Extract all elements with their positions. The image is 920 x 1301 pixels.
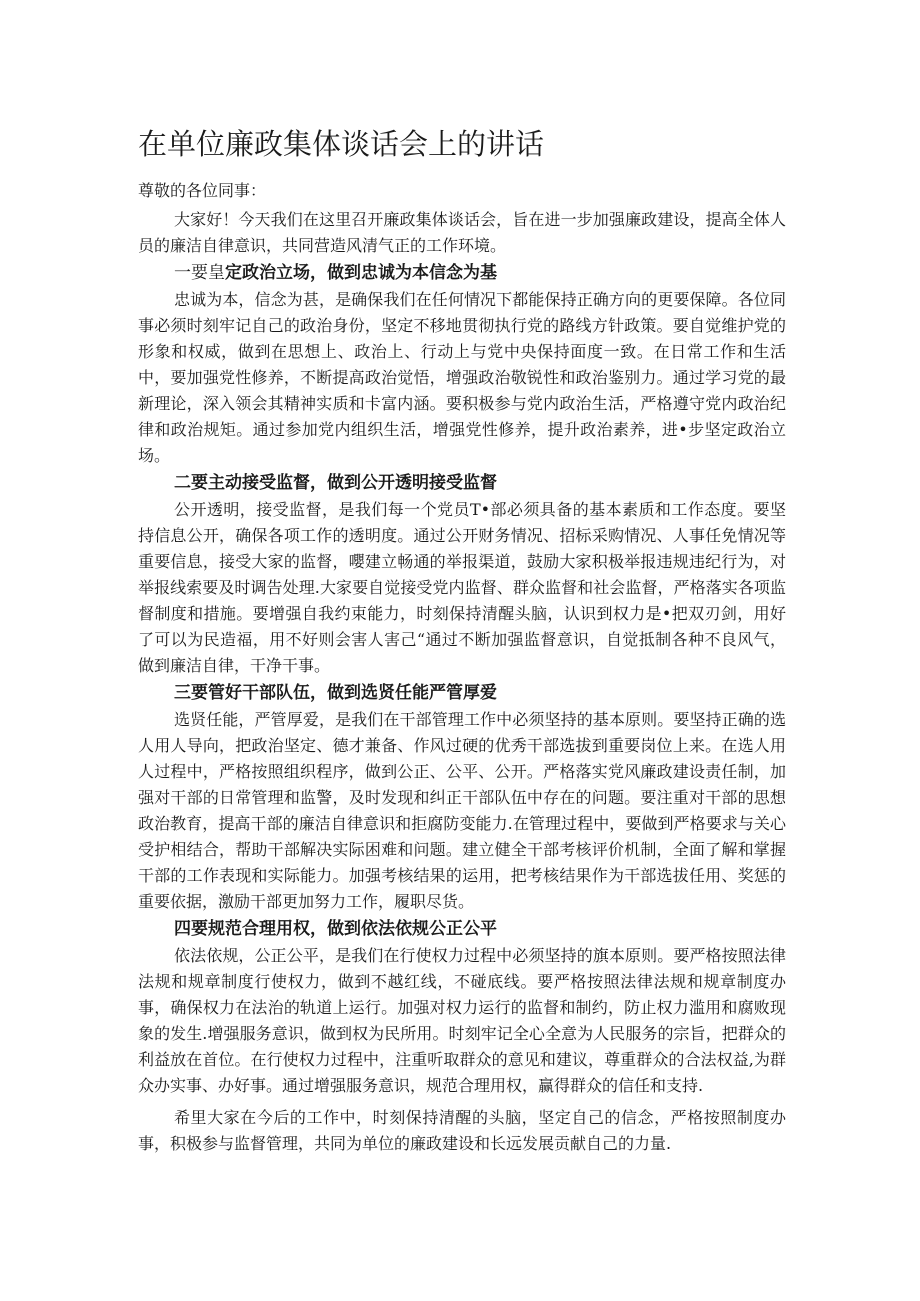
section-1-heading-text: 定政治立场，做到忠诚为本信念为基 (225, 263, 497, 283)
section-3-body: 选贤任能，严管厚爱，是我们在干部管理工作中必须坚持的基本原则。要坚持正确的选人用人导向，把政治坚定、德才兼备、作风过硬的优秀干部选拔到重要岗位上来。在选人用人过程中，严格按照组织程序，做到公正、公平、公开。严格落实党风廉政建设责任制，加强对干部的日常管理和监警，及时发现和纠正干部队伍中存在的问题。要注重对干部的思想政治教育，提高干部的廉洁自律意识和拒腐防变能力.在管理过程中，要做到严格要求与关心受护相结合，帮助干部解决实际困难和问题。建立健全干部考核评价机制，全面了解和掌握干部的工作表现和实际能力。加强考核结果的运用，把考核结果作为干部选拔任用、奖惩的重要依据，激励干部更加努力工作，履职尽货。 (138, 710, 786, 911)
section-2-body: 公开透明，接受监督，是我们每一个党员T•部必须具备的基本素质和工作态度。要坚持信息公开，确保各项工作的透明度。通过公开财务情况、招标采购情况、人事任免情况等重要信息，接受大家的监督，嚶建立畅通的举报渠道，鼓励大家积极举报违规违纪行为，对举报线索要及时调告处理.大家要自觉接受党内监督、群众监督和社会监督，严格落实各项监督制度和措施。要增强自我约束能力，时刻保持清醒头脑，认识到权力是•把双刃剑，用好了可以为民造福，用不好则会害人害己“通过不断加强监督意识，自觉抵制各种不良风气，做到廉洁自律，干净干事。 (138, 500, 786, 675)
section-1-heading-prefix: 一要皇 (174, 263, 225, 283)
section-4-body: 依法依规，公正公平，是我们在行使权力过程中必须坚持的旗本原则。要严格按照法律法规和规章制度行使权力，做到不越红线，不碰底线。要严格按照法律法规和规章制度办事，确保权力在法治的轨道上运行。加强对权力运行的监督和制约，防止权力滥用和腐败现象的发生.增强服务意识，做到权为民所用。时刻牢记全心全意为人民服务的宗旨，把群众的利益放在首位。在行使权力过程中，注重听取群众的意见和建议，尊重群众的合法权益,为群众办实事、办好事。通过增强服务意识，规范合理用权，赢得群众的信任和支持. (138, 946, 786, 1095)
section-1-body: 忠诚为本，信念为甚，是确保我们在任何情况下都能保持正确方向的更要保障。各位同事必须时刻牢记自己的政治身份，坚定不移地贯彻执行党的路线方针政策。要自觉维护党的形象和权威，做到在思想上、政治上、行动上与党中央保持面度一致。在日常工作和生活中，要加强党性修养，不断提高政治觉悟，增强政治敬锐性和政治鉴别力。通过学习党的最新理论，深入领会其精神实质和卡富内涵。要积极参与党内政治生活，严格遵守党内政治纪律和政治规矩。通过参加党内组织生活，增强党性修养，提升政治素养，进•步坚定政治立场。 (138, 290, 786, 465)
document-title: 在单位廉政集体谈话会上的讲话 (138, 127, 545, 161)
section-1-heading (138, 259, 786, 287)
salutation: 尊敬的各位同事： (138, 181, 267, 200)
section-3-heading: 三要管好干部队伍，做到选贤任能严管厚爱 (174, 683, 497, 703)
document-page (138, 120, 786, 1157)
closing-paragraph: 希里大家在今后的工作中，时刻保持清醒的头脑，坚定自己的信念，严格按照制度办事，积极参与监督管理，共同为单位的廉政建设和长远发展贡献自己的力量. (138, 1108, 786, 1153)
section-2-heading: 二要主动接受监督，做到公开透明接受监督 (174, 473, 497, 493)
intro-paragraph: 大家好！今天我们在这里召开廉政集体谈话会，旨在进一步加强廉政建设，提高全体人员的廉洁自律意识，共同营造风清气正的工作环境。 (138, 210, 786, 255)
section-4-heading: 四要规范合理用权，做到依法依规公正公平 (174, 919, 497, 939)
